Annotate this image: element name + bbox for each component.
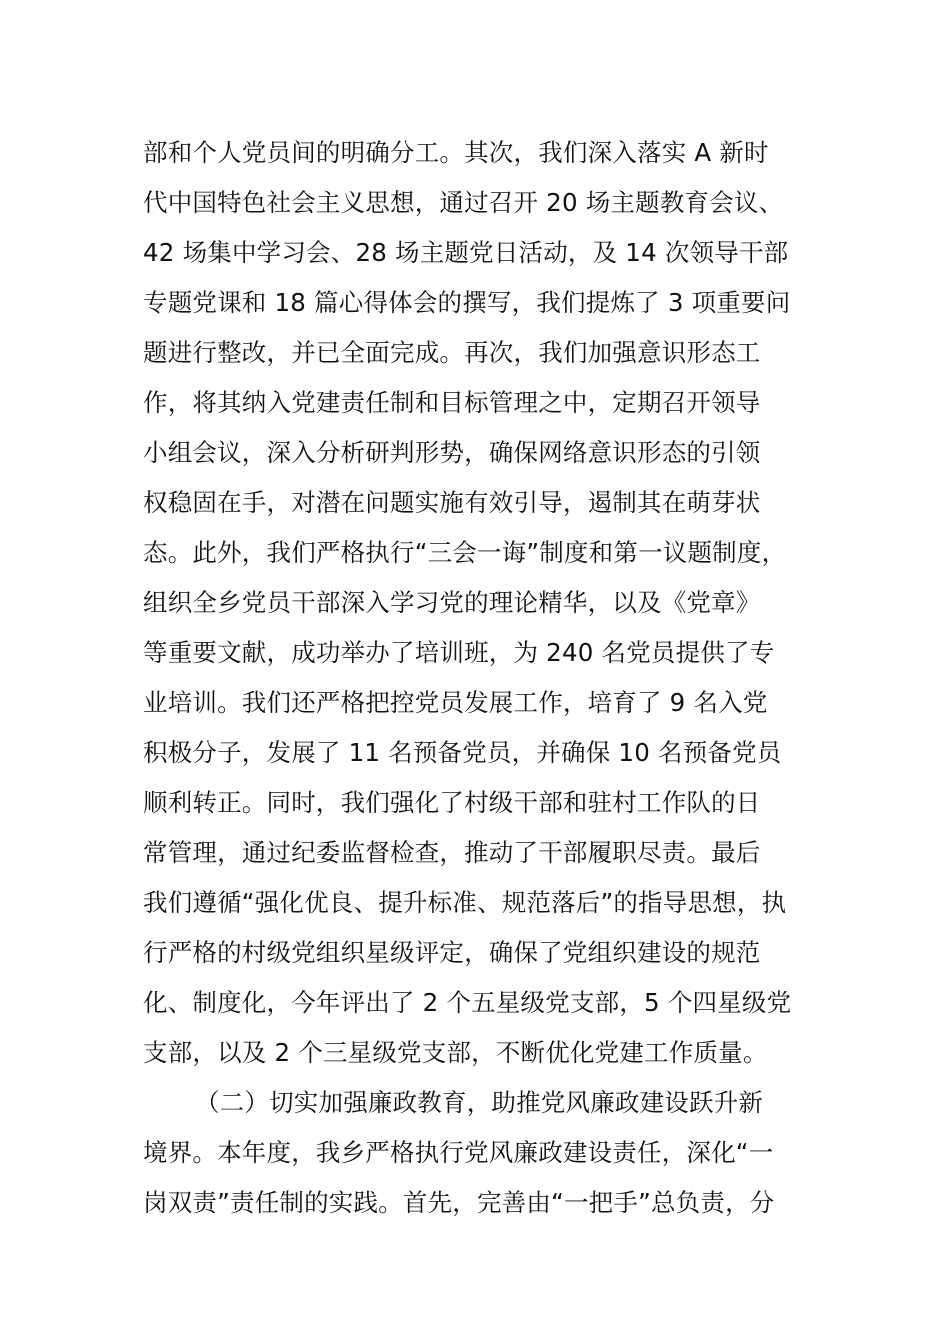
text-line: 化、制度化，今年评出了 2 个五星级党支部，5 个四星级党 — [143, 988, 792, 1017]
text-line: 专题党课和 18 篇心得体会的撰写，我们提炼了 3 项重要问 — [143, 288, 791, 317]
text-line: 组织全乡党员干部深入学习党的理论精华，以及《党章》 — [143, 588, 761, 617]
text-line: 支部，以及 2 个三星级党支部，不断优化党建工作质量。 — [143, 1038, 768, 1067]
document-body — [143, 128, 823, 1228]
text-line: 顺利转正。同时，我们强化了村级干部和驻村工作队的日 — [143, 788, 761, 817]
text-line: 权稳固在手，对潜在问题实施有效引导，遏制其在萌芽状 — [143, 488, 761, 517]
text-line: 我们遵循“强化优良、提升标准、规范落后”的指导思想，执 — [143, 888, 787, 917]
text-line: 部和个人党员间的明确分工。其次，我们深入落实 A 新时 — [143, 138, 769, 167]
text-line: 作，将其纳入党建责任制和目标管理之中，定期召开领导 — [143, 388, 761, 417]
text-line: 小组会议，深入分析研判形势，确保网络意识形态的引领 — [143, 438, 761, 467]
text-line: 境界。本年度，我乡严格执行党风廉政建设责任，深化“一 — [143, 1138, 774, 1167]
text-line: 题进行整改，并已全面完成。再次，我们加强意识形态工 — [143, 338, 761, 367]
section-heading-line: （二）切实加强廉政教育，助推党风廉政建设跃升新 — [195, 1088, 764, 1117]
text-line: 态。此外，我们严格执行“三会一诲”制度和第一议题制度， — [143, 538, 787, 567]
text-line: 常管理，通过纪委监督检查，推动了干部履职尽责。最后 — [143, 838, 761, 867]
text-line: 42 场集中学习会、28 场主题党日活动，及 14 次领导干部 — [143, 238, 789, 267]
text-line: 行严格的村级党组织星级评定，确保了党组织建设的规范 — [143, 938, 761, 967]
text-line: 等重要文献，成功举办了培训班，为 240 名党员提供了专 — [143, 638, 775, 667]
text-line: 业培训。我们还严格把控党员发展工作，培育了 9 名入党 — [143, 688, 768, 717]
text-line: 积极分子，发展了 11 名预备党员，并确保 10 名预备党员 — [143, 738, 782, 767]
text-line: 岗双责”责任制的实践。首先，完善由“一把手”总负责，分 — [143, 1188, 775, 1217]
text-line: 代中国特色社会主义思想，通过召开 20 场主题教育会议、 — [143, 188, 784, 217]
